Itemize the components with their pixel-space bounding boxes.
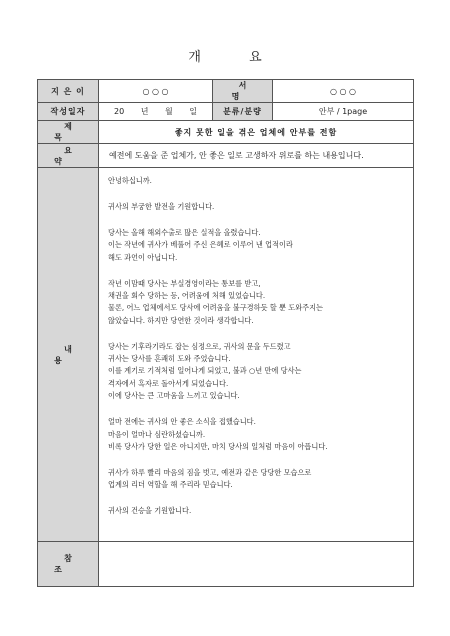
reference-value: [99, 542, 414, 587]
page-title: 개 요: [188, 50, 284, 65]
summary-value: 예전에 도움을 준 업체가, 안 좋은 일로 고생하자 위로를 하는 내용입니다.: [99, 144, 414, 168]
content-body: [99, 168, 414, 542]
content-paragraph: 안녕하십니까.: [108, 176, 152, 185]
overview-form: [37, 79, 414, 587]
date-label: 작성일자: [38, 103, 99, 121]
subject-value: 좋지 못한 일을 겪은 업체에 안부를 전함: [99, 121, 414, 144]
category-value: 안부 / 1page: [273, 103, 414, 121]
content-label: 내 용: [38, 168, 99, 542]
content-paragraph: 얼마 전에는 귀사의 안 좋은 소식을 접했습니다. 마음이 얼마나 심란하셨습니까. 비록 당사가 당한 일은 아니지만, 마치 당사의 일처럼 마음이 아픕니다.: [108, 417, 328, 451]
reference-row: [38, 542, 414, 587]
author-label: 지 은 이: [38, 80, 99, 103]
date-row: [38, 103, 414, 121]
summary-label: 요 약: [38, 144, 99, 168]
subject-label: 제 목: [38, 121, 99, 144]
summary-row: [38, 144, 414, 168]
subject-row: [38, 121, 414, 144]
content-paragraph: 귀사의 부궁한 발전을 기원합니다.: [108, 201, 215, 211]
author-row: [38, 80, 414, 103]
content-paragraph: 작년 이맘때 당사는 부실경영이라는 통보를 받고, 채권을 회수 당하는 등, 어려움에 처해 있었습니다. 물론, 어느 업체에서도 당사에 어려움을 불구경하듯 할 뿐 도와주지는 않았습니다. 하지만 당연한 것이라 생각합니다.: [108, 278, 323, 325]
content-paragraph: 귀사가 하루 빨리 마음의 짐을 벗고, 예전과 같은 당당한 모습으로 업계의 리더 역할을 해 주리라 믿습니다.: [108, 467, 312, 490]
author-value: ○ ○ ○: [99, 80, 213, 103]
content-paragraph: 귀사의 건승을 기원합니다.: [108, 506, 192, 516]
category-label: 분류/분량: [213, 103, 273, 121]
content-paragraph: 당사는 기후라기라도 잡는 심정으로, 귀사의 문을 두드렸고 귀사는 당사를 흔쾌히 도와 주었습니다. 이를 계기로 기적처럼 일어나게 되었고, 불과 ○년 만에 당사는 격자에서 흑자로 돌아서게 되었습니다. 이에 당사는 큰 고마움을 느끼고 있습니다.: [108, 341, 302, 401]
signature-value: ○ ○ ○: [273, 80, 414, 103]
date-value: 20 년 월 일: [99, 103, 213, 121]
signature-label: 서 명: [213, 80, 273, 103]
content-row: [38, 168, 414, 542]
reference-label: 참 조: [38, 542, 99, 587]
content-paragraph: 당사는 올해 해외수출로 많은 실적을 올렸습니다. 이는 작년에 귀사가 베풀어 주신 은혜로 이루어 낸 업적이라 해도 과언이 아닙니다.: [108, 227, 293, 262]
